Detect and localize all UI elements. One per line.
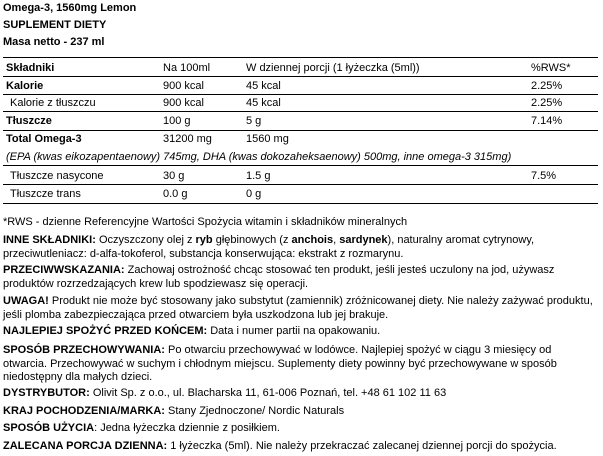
warning-section <box>3 295 598 322</box>
net-weight: Masa netto - 237 ml <box>3 36 105 48</box>
origin-label: KRAJ POCHODZENIA/MARKA: <box>3 405 165 417</box>
row-per100: 100 g <box>163 115 191 127</box>
ingredients-text: Oczyszczony olej z <box>95 234 196 246</box>
epa-dha-note: (EPA (kwas eikozapentaenowy) 745mg, DHA (kwas dokozaheksaenowy) 500mg, inne omega-3 315mg) <box>6 151 512 163</box>
contraindications-section <box>3 264 598 291</box>
ingredients-text: , <box>333 234 340 246</box>
row-rws: 7.14% <box>531 115 563 127</box>
row-rws: 2.25% <box>531 80 563 92</box>
storage-section <box>3 344 598 385</box>
col-header-per100: Na 100ml <box>163 62 211 74</box>
ingredients-text: ), naturalny aromat cytrynowy, przeciwutleniacz: d-alfa-tokoferol, substancja konserwująca: ekstrakt z rozmarynu. <box>3 234 535 260</box>
row-per100: 0.0 g <box>163 188 188 200</box>
row-rule <box>3 184 598 185</box>
contraindications-text: Zachowaj ostrożność chcąc stosować ten produkt, jeśli jesteś uczulony na jod, używasz produktów rozrzedzających krew lub spodziewasz się operacji. <box>3 264 555 290</box>
warning-label: UWAGA! <box>3 295 49 307</box>
allergen-sardine: sardynek <box>339 234 388 246</box>
table-top-rule <box>3 57 598 58</box>
row-portion: 5 g <box>246 115 262 127</box>
best-before-label: NAJLEPIEJ SPOŻYĆ PRZED KOŃCEM: <box>3 325 208 337</box>
row-name: Kalorie z tłuszczu <box>10 97 96 109</box>
row-per100: 900 kcal <box>163 80 204 92</box>
row-rule <box>3 165 598 166</box>
row-rws: 2.25% <box>531 97 563 109</box>
row-portion: 0 g <box>246 188 262 200</box>
row-rule <box>3 94 598 95</box>
distributor-label: DYSTRYBUTOR: <box>3 387 90 399</box>
rws-note: *RWS - dzienne Referencyjne Wartości Spożycia witamin i składników mineralnych <box>3 216 408 228</box>
row-portion: 1560 mg <box>246 133 289 145</box>
row-name: Tłuszcze trans <box>10 188 81 200</box>
table-header-rule <box>3 76 598 77</box>
usage-label: SPOSÓB UŻYCIA <box>3 422 95 434</box>
dose-section <box>3 440 598 454</box>
row-portion: 45 kcal <box>246 80 281 92</box>
row-portion: 45 kcal <box>246 97 281 109</box>
row-name: Total Omega-3 <box>6 133 82 145</box>
warning-text: Produkt nie może być stosowany jako substytut (zamiennik) zróżnicowanej diety. Nie należy zażywać produktu, jeśli plomba zabezpieczająca przed otwarciem była uszkodzona lub jej brakuje. <box>3 295 593 321</box>
usage-section <box>3 422 598 436</box>
best-before-section <box>3 325 598 339</box>
distributor-section <box>3 387 598 401</box>
col-header-rws: %RWS* <box>531 62 571 74</box>
table-bottom-rule <box>3 203 598 204</box>
best-before-text: Data i numer partii na opakowaniu. <box>207 325 381 337</box>
product-category: SUPLEMENT DIETY <box>3 19 107 31</box>
row-rws: 7.5% <box>531 170 557 182</box>
allergen-anchovy: anchois <box>291 234 334 246</box>
dose-text: 1 łyżeczka (5ml). Nie należy przekraczać zalecanej dziennej porcji do spożycia. <box>167 440 557 452</box>
col-header-portion: W dziennej porcji (1 łyżeczka (5ml)) <box>246 62 420 74</box>
origin-text: Stany Zjednoczone/ Nordic Naturals <box>164 405 345 417</box>
row-rule <box>3 130 598 131</box>
col-header-ingredients: Składniki <box>6 62 55 74</box>
row-name: Tłuszcze nasycone <box>10 170 104 182</box>
storage-label: SPOSÓB PRZECHOWYWANIA: <box>3 344 165 356</box>
contraindications-label: PRZECIWWSKAZANIA: <box>3 264 125 276</box>
ingredients-text: głębinowych (z <box>212 234 292 246</box>
product-name: Omega-3, 1560mg Lemon <box>3 2 137 14</box>
ingredients-section <box>3 234 598 261</box>
usage-text: : Jedna łyżeczka dziennie z posiłkiem. <box>94 422 280 434</box>
origin-section <box>3 405 598 419</box>
ingredients-label: INNE SKŁADNIKI: <box>3 234 96 246</box>
row-per100: 30 g <box>163 170 185 182</box>
row-per100: 900 kcal <box>163 97 204 109</box>
row-portion: 1.5 g <box>246 170 271 182</box>
storage-text: Po otwarciu przechowywać w lodówce. Najlepiej spożyć w ciągu 3 miesięcy od otwarcia. Przechowywać w suchym i chłodnym miejscu. Suplementy diety powinny być przechowywane w sposób niedostępny dla małych dzieci. <box>3 344 557 383</box>
row-rule <box>3 111 598 112</box>
row-name: Tłuszcze <box>6 115 52 127</box>
dose-label: ZALECANA PORCJA DZIENNA: <box>3 440 168 452</box>
distributor-text: Olivit Sp. z o.o., ul. Blacharska 11, 61-006 Poznań, tel. +48 61 102 11 63 <box>89 387 447 399</box>
row-per100: 31200 mg <box>163 133 212 145</box>
row-name: Kalorie <box>6 80 44 92</box>
allergen-fish: ryb <box>195 234 213 246</box>
